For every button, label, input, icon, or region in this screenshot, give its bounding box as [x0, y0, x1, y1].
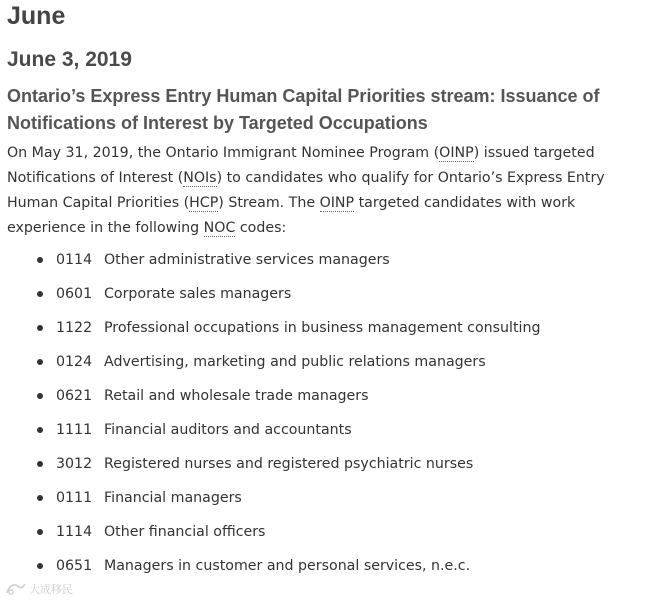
- page-content: [7, 0, 647, 589]
- noc-occupation: Registered nurses and registered psychiatric nurses: [104, 456, 474, 472]
- noc-code-list: [7, 249, 647, 589]
- noc-occupation: Professional occupations in business management consulting: [104, 320, 541, 336]
- noc-code: 3012: [56, 456, 93, 472]
- list-item: [7, 249, 647, 283]
- paragraph-text: ) Stream. The: [218, 195, 320, 211]
- article-title: Ontario’s Express Entry Human Capital Priorities stream: Issuance of Notifications of Interest by Targeted Occupations: [7, 86, 600, 133]
- article-paragraph: [7, 141, 643, 241]
- noc-code: 0621: [56, 388, 93, 404]
- noc-code: 0114: [56, 252, 93, 268]
- bullet-icon: [37, 563, 43, 569]
- bullet-icon: [37, 495, 43, 501]
- noc-occupation: Corporate sales managers: [104, 286, 292, 302]
- abbr-oinp[interactable]: OINP: [439, 145, 474, 161]
- noc-occupation: Managers in customer and personal services, n.e.c.: [104, 558, 471, 574]
- bullet-icon: [37, 359, 43, 365]
- noc-occupation: Advertising, marketing and public relations managers: [104, 354, 486, 370]
- paragraph-text: ) to candidates who qualify for Ontario’s Express Entry Human Capital Priorities (: [7, 170, 605, 211]
- noc-occupation: Retail and wholesale trade managers: [104, 388, 369, 404]
- noc-code: 0601: [56, 286, 93, 302]
- noc-code: 0111: [56, 490, 93, 506]
- paragraph-text: codes:: [235, 220, 287, 236]
- paragraph-text: targeted candidates with work experience in the following: [7, 195, 576, 236]
- abbr-hcp[interactable]: HCP: [189, 195, 219, 211]
- bullet-icon: [37, 393, 43, 399]
- noc-occupation: Other financial officers: [104, 524, 266, 540]
- list-item: [7, 317, 647, 351]
- noc-code: 0124: [56, 354, 93, 370]
- list-item: [7, 453, 647, 487]
- month-heading: June: [7, 2, 66, 30]
- list-item: [7, 351, 647, 385]
- bullet-icon: [37, 461, 43, 467]
- noc-occupation: Financial auditors and accountants: [104, 422, 352, 438]
- list-item: [7, 385, 647, 419]
- noc-code: 0651: [56, 558, 93, 574]
- watermark-text: 大成移民: [29, 583, 73, 596]
- watermark: [5, 580, 73, 598]
- abbr-oinp[interactable]: OINP: [319, 195, 355, 211]
- bullet-icon: [37, 291, 43, 297]
- noc-code: 1111: [56, 422, 93, 438]
- list-item: [7, 521, 647, 555]
- list-item: [7, 487, 647, 521]
- bullet-icon: [37, 257, 43, 263]
- date-heading: June 3, 2019: [7, 48, 132, 71]
- bullet-icon: [37, 529, 43, 535]
- paragraph-text: On May 31, 2019, the Ontario Immigrant Nominee Program (: [7, 145, 440, 161]
- list-item: [7, 555, 647, 589]
- list-item: [7, 283, 647, 317]
- bullet-icon: [37, 325, 43, 331]
- abbr-noc[interactable]: NOC: [203, 220, 236, 236]
- noc-occupation: Financial managers: [104, 490, 242, 506]
- paragraph-text: ) issued targeted Notifications of Interest (: [7, 145, 595, 186]
- noc-code: 1114: [56, 524, 93, 540]
- noc-code: 1122: [56, 320, 93, 336]
- abbr-nois[interactable]: NOIs: [183, 170, 217, 186]
- noc-occupation: Other administrative services managers: [104, 252, 390, 268]
- list-item: [7, 419, 647, 453]
- watermark-logo-icon: [5, 581, 27, 597]
- bullet-icon: [37, 427, 43, 433]
